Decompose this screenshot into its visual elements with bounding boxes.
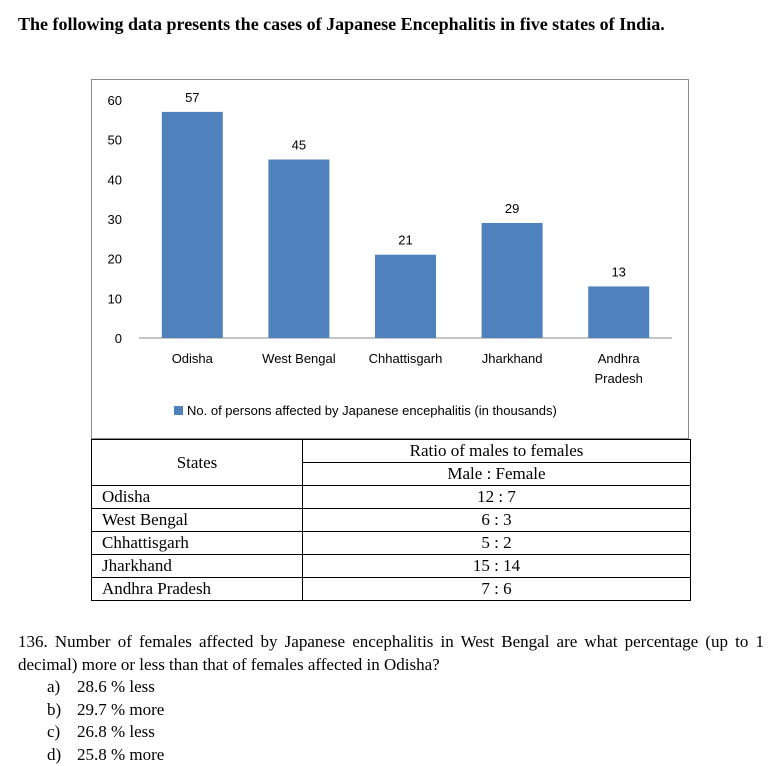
legend-swatch <box>174 406 183 415</box>
header-ratio: Ratio of males to females <box>303 440 691 463</box>
bar-chart <box>91 79 689 439</box>
category-label: Pradesh <box>594 371 642 386</box>
ratio-cell: 6 : 3 <box>303 509 691 532</box>
bar <box>588 286 649 338</box>
option-a[interactable] <box>47 676 164 699</box>
data-label: 21 <box>398 233 412 248</box>
data-label: 57 <box>185 90 199 105</box>
table-row <box>92 532 691 555</box>
y-tick-label: 60 <box>108 93 122 108</box>
page-heading: The following data presents the cases of Japanese Encephalitis in five states of India. <box>18 14 665 35</box>
data-label: 13 <box>611 264 625 279</box>
state-cell: Andhra Pradesh <box>92 578 303 601</box>
state-cell: West Bengal <box>92 509 303 532</box>
ratio-cell: 5 : 2 <box>303 532 691 555</box>
option-text: 26.8 % less <box>77 721 155 744</box>
bar <box>375 255 436 338</box>
option-letter: c) <box>47 721 77 744</box>
y-tick-label: 0 <box>115 331 122 346</box>
ratio-cell: 7 : 6 <box>303 578 691 601</box>
state-cell: Odisha <box>92 486 303 509</box>
bar <box>268 160 329 339</box>
bar <box>162 112 223 338</box>
table-row <box>92 486 691 509</box>
category-label: Jharkhand <box>482 351 543 366</box>
chart-canvas <box>92 80 690 440</box>
option-letter: d) <box>47 744 77 766</box>
option-c[interactable] <box>47 721 164 744</box>
header-male-female: Male : Female <box>303 463 691 486</box>
category-label: Chhattisgarh <box>369 351 443 366</box>
y-tick-label: 40 <box>108 172 122 187</box>
category-label: Odisha <box>172 351 214 366</box>
option-text: 28.6 % less <box>77 676 155 699</box>
data-label: 45 <box>292 138 306 153</box>
ratio-cell: 12 : 7 <box>303 486 691 509</box>
y-tick-label: 20 <box>108 252 122 267</box>
category-label: Andhra <box>598 351 641 366</box>
answer-options <box>47 676 164 766</box>
table-row <box>92 509 691 532</box>
state-cell: Jharkhand <box>92 555 303 578</box>
legend-label: No. of persons affected by Japanese encephalitis (in thousands) <box>187 403 557 418</box>
data-label: 29 <box>505 201 519 216</box>
question-text: 136. Number of females affected by Japanese encephalitis in West Bengal are what percentage (up to 1 decimal) more or less than that of females affected in Odisha? <box>18 630 764 676</box>
chart-legend <box>174 403 557 418</box>
table-row <box>92 555 691 578</box>
header-states: States <box>92 440 303 486</box>
state-cell: Chhattisgarh <box>92 532 303 555</box>
table-row <box>92 578 691 601</box>
option-letter: a) <box>47 676 77 699</box>
option-letter: b) <box>47 699 77 722</box>
y-tick-label: 10 <box>108 291 122 306</box>
option-text: 25.8 % more <box>77 744 164 766</box>
y-tick-label: 30 <box>108 212 122 227</box>
option-b[interactable] <box>47 699 164 722</box>
ratio-cell: 15 : 14 <box>303 555 691 578</box>
bar <box>482 223 543 338</box>
ratio-table <box>91 439 691 601</box>
y-tick-label: 50 <box>108 133 122 148</box>
option-text: 29.7 % more <box>77 699 164 722</box>
category-label: West Bengal <box>262 351 336 366</box>
